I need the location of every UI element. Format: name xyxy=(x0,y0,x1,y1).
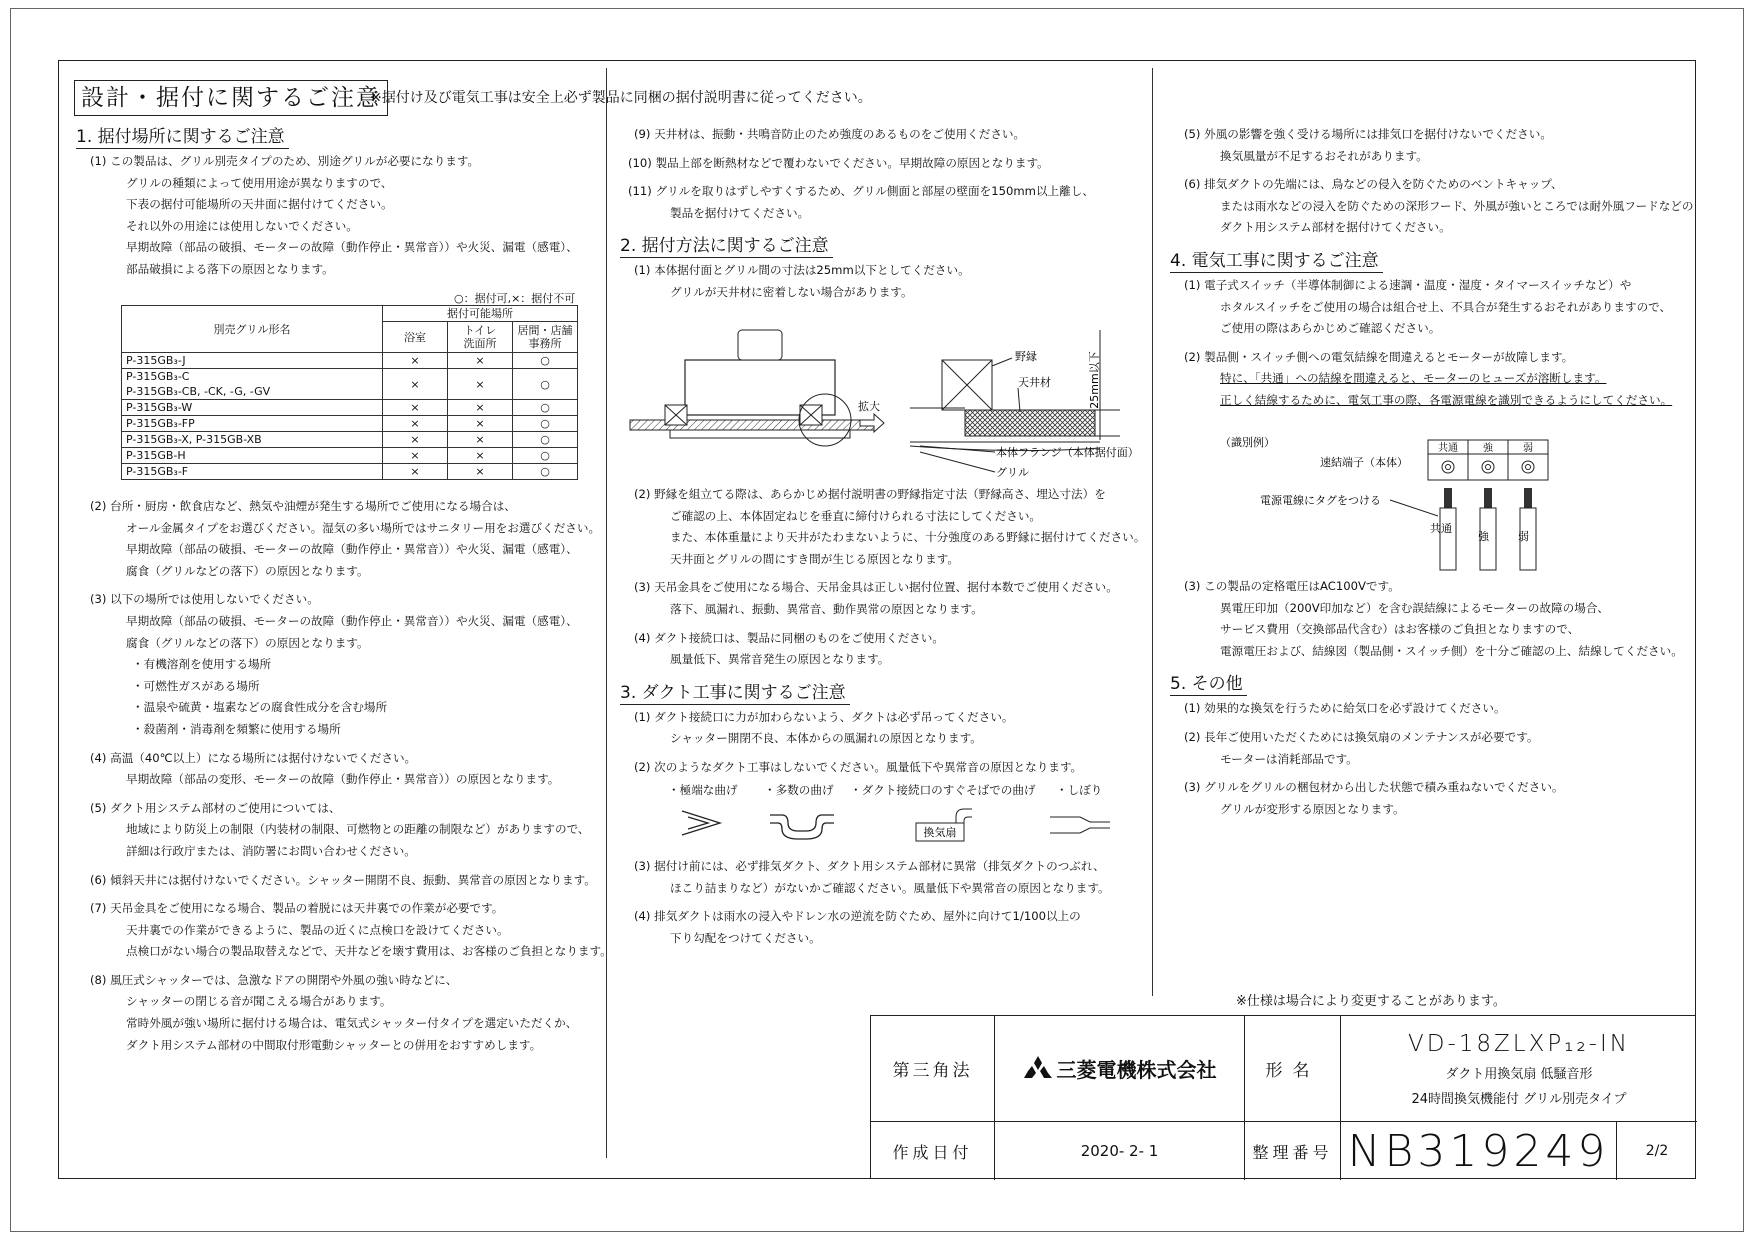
text-line: 正しく結線するために、電気工事の際、各電源電線を識別できるようにしてください。 xyxy=(1220,392,1673,407)
toilet-cell: × xyxy=(448,464,513,480)
label-noburi: 野縁 xyxy=(1015,350,1037,363)
grill-name-cell: P-315GB₃-C P-315GB₃-CB, -CK, -G, -GV xyxy=(122,369,383,400)
text-line: (10) 製品上部を断熱材などで覆わないでください。早期故障の原因となります。 xyxy=(628,155,1049,170)
sec1-p8 xyxy=(76,970,596,1056)
toilet-cell: × xyxy=(448,353,513,369)
table-row xyxy=(122,448,578,464)
text-line: 特に、「共通」への結線を間違えると、モーターのヒューズが溶断します。 xyxy=(1220,371,1607,386)
text-line: シャッター開閉不良、本体からの風漏れの原因となります。 xyxy=(670,731,982,746)
col-header-toilet: トイレ 洗面所 xyxy=(448,322,513,353)
text-line: (3) グリルをグリルの梱包材から出した状態で積み重ねないでください。 xyxy=(1184,780,1564,795)
model-number: VD-18ZLXP₁₂-IN xyxy=(1408,1030,1630,1057)
text-line: 早期故障（部品の変形、モーターの故障（動作停止・異常音））の原因となります。 xyxy=(126,772,560,787)
table-row xyxy=(122,369,578,400)
label-tag: 電源電線にタグをつける xyxy=(1260,494,1381,507)
text-line: ホタルスイッチをご使用の場合は組合せ上、不具合が発生するおそれがありますので、 xyxy=(1220,299,1672,314)
col-header-group: 据付可能場所 xyxy=(383,306,578,322)
section-1-heading: 1. 据付場所に関するご注意 xyxy=(76,126,289,149)
column-3-bottom xyxy=(1170,576,1690,827)
spec-note: ※仕様は場合により変更することがあります。 xyxy=(1236,994,1506,1009)
terminal-header-2: 強 xyxy=(1483,443,1493,454)
sec1-p6 xyxy=(76,870,596,892)
company-name: 三菱電機株式会社 xyxy=(1056,1058,1217,1082)
grill-table xyxy=(121,305,578,480)
mitsubishi-logo-icon xyxy=(1023,1056,1053,1082)
sec2-p3 xyxy=(620,577,1148,620)
sec1-p9 xyxy=(620,124,1148,146)
duct-label-1: ・極端な曲げ xyxy=(668,783,738,797)
text-line: また、本体重量により天井がたわまないように、十分強度のある野縁に据付けてください。 xyxy=(670,530,1146,545)
sec1-p5 xyxy=(76,798,596,863)
label-kakudai: 拡大 xyxy=(858,400,880,413)
living-cell: ○ xyxy=(513,369,578,400)
toilet-cell: × xyxy=(448,369,513,400)
column-3-top xyxy=(1170,124,1694,419)
duct-label-3: ・ダクト接続口のすぐそばでの曲げ xyxy=(850,783,1036,797)
text-line: 風量低下、異常音発生の原因となります。 xyxy=(670,652,890,667)
living-cell: ○ xyxy=(513,448,578,464)
text-line: 電源電圧および、結線図（製品側・スイッチ側）を十分ご確認の上、結線してください。 xyxy=(1220,643,1683,658)
sec3-p2 xyxy=(620,757,1148,779)
table-row xyxy=(122,416,578,432)
bullet-item: ・殺菌剤・消毒剤を頻繁に使用する場所 xyxy=(132,721,341,736)
sec5-p1 xyxy=(1170,698,1690,720)
text-line: 地域により防災上の制限（内装材の制限、可燃物との距離の制限など）がありますので、 xyxy=(126,822,590,837)
tag-label-2: 強 xyxy=(1478,530,1489,543)
sec1-p1 xyxy=(76,151,596,281)
text-line: グリルの種類によって使用用途が異なりますので、 xyxy=(126,175,393,190)
column-divider-2 xyxy=(1152,68,1153,996)
text-line: ダクト用システム部材を据付けてください。 xyxy=(1220,220,1451,235)
safety-note: ※据付け及び電気工事は安全上必ず製品に同梱の据付説明書に従ってください。 xyxy=(370,90,872,106)
table-row xyxy=(122,432,578,448)
text-line: グリルが天井材に密着しない場合があります。 xyxy=(670,284,913,299)
section-3-heading: 3. ダクト工事に関するご注意 xyxy=(620,682,850,705)
living-cell: ○ xyxy=(513,464,578,480)
section-2-heading: 2. 据付方法に関するご注意 xyxy=(620,235,833,258)
grill-install-diagram xyxy=(620,320,1150,480)
bath-cell: × xyxy=(383,400,448,416)
text-line: (6) 排気ダクトの先端には、鳥などの侵入を防ぐためのベントキャップ、 xyxy=(1184,177,1563,192)
title-block xyxy=(870,1015,1696,1179)
terminal-header-1: 共通 xyxy=(1438,443,1458,454)
sec1-p10 xyxy=(620,153,1148,175)
bath-cell: × xyxy=(383,432,448,448)
projection-cell: 第三角法 xyxy=(871,1016,995,1122)
col-header-name: 別売グリル形名 xyxy=(122,306,383,353)
text-line: 落下、風漏れ、振動、異常音、動作異常の原因となります。 xyxy=(670,601,983,616)
text-line: 下り勾配をつけてください。 xyxy=(670,930,821,945)
bullet-item: ・有機溶剤を使用する場所 xyxy=(132,657,272,672)
tag-label-1: 共通 xyxy=(1430,522,1452,535)
company-cell xyxy=(995,1016,1245,1122)
label-tenjo: 天井材 xyxy=(1018,376,1051,389)
sec4-p1 xyxy=(1170,275,1690,340)
text-line: 点検口がない場合の製品取替えなどで、天井などを壊す費用は、お客様のご負担となります。 xyxy=(126,944,612,959)
page-cell: 2/2 xyxy=(1645,1143,1669,1159)
label-flange: 本体フランジ（本体据付面） xyxy=(996,446,1139,459)
text-line: (3) この製品の定格電圧はAC100Vです。 xyxy=(1184,579,1400,593)
text-line: それ以外の用途には使用しないでください。 xyxy=(126,218,358,233)
text-line: (2) 次のようなダクト工事はしないでください。風量低下や異常音の原因となります。 xyxy=(634,759,1083,774)
living-cell: ○ xyxy=(513,416,578,432)
sec4-p2 xyxy=(1170,347,1690,412)
text-line: (11) グリルを取りはずしやすくするため、グリル側面と部屋の壁面を150mm以上離し、 xyxy=(628,184,1094,199)
terminal-header-3: 弱 xyxy=(1523,443,1533,454)
grill-name-cell: P-315GB₃-X, P-315GB-XB xyxy=(122,432,383,448)
grill-name-cell: P-315GB₃-F xyxy=(122,464,383,480)
living-cell: ○ xyxy=(513,400,578,416)
page-title: 設計・据付に関するご注意 xyxy=(74,80,388,116)
text-line: 詳細は行政庁または、消防署にお問い合わせください。 xyxy=(126,843,416,858)
date-cell: 2020- 2- 1 xyxy=(995,1122,1245,1180)
text-line: (5) 外風の影響を強く受ける場所には排気口を据付けないでください。 xyxy=(1184,127,1552,141)
text-line: 天井裏での作業ができるように、製品の近くに点検口を設けてください。 xyxy=(126,922,509,937)
toilet-cell: × xyxy=(448,448,513,464)
duct-figure xyxy=(680,805,1120,845)
section-5-heading: 5. その他 xyxy=(1170,673,1247,696)
model-cell xyxy=(1341,1016,1697,1122)
toilet-cell: × xyxy=(448,400,513,416)
table-legend: ○：据付可,×：据付不可 xyxy=(454,292,576,305)
fan-label: 換気扇 xyxy=(923,826,957,839)
text-line: (2) 長年ご使用いただくためには換気扇のメンテナンスが必要です。 xyxy=(1184,729,1539,744)
table-row xyxy=(122,400,578,416)
text-line: 部品破損による落下の原因となります。 xyxy=(126,261,334,276)
text-line: (4) ダクト接続口は、製品に同梱のものをご使用ください。 xyxy=(634,630,944,645)
text-line: 製品を据付けてください。 xyxy=(670,205,810,220)
text-line: (5) ダクト用システム部材のご使用については、 xyxy=(90,800,341,815)
table-row xyxy=(122,353,578,369)
grill-name-cell: P-315GB₃-J xyxy=(122,353,383,369)
text-line: (1) 電子式スイッチ（半導体制御による速調・温度・湿度・タイマースイッチなど）や xyxy=(1184,277,1632,292)
bath-cell: × xyxy=(383,448,448,464)
text-line: 腐食（グリルなどの落下）の原因となります。 xyxy=(126,635,369,650)
sec5-p3 xyxy=(1170,777,1690,820)
sec1-p11 xyxy=(620,181,1148,224)
text-line: (2) 製品側・スイッチ側への電気結線を間違えるとモーターが故障します。 xyxy=(1184,349,1574,364)
text-line: ご確認の上、本体固定ねじを垂直に締付けられる寸法にしてください。 xyxy=(670,508,1042,523)
model-label-cell: 形名 xyxy=(1245,1016,1341,1122)
bullet-item: ・可燃性ガスがある場所 xyxy=(132,678,260,693)
bath-cell: × xyxy=(383,353,448,369)
col-header-living: 居間・店舗 事務所 xyxy=(513,322,578,353)
column-2-mid xyxy=(620,484,1148,786)
grill-name-cell: P-315GB-H xyxy=(122,448,383,464)
model-desc-2: 24時間換気機能付 グリル別売タイプ xyxy=(1411,1091,1627,1107)
living-cell: ○ xyxy=(513,353,578,369)
text-line: ご使用の際はあらかじめご確認ください。 xyxy=(1220,321,1441,336)
text-line: 天井面とグリルの間にすき間が生じる原因となります。 xyxy=(670,551,959,566)
text-line: (2) 台所・厨房・飲食店など、熱気や油煙が発生する場所でご使用になる場合は、 xyxy=(90,499,516,513)
sec2-p2 xyxy=(620,484,1148,570)
duct-label-4: ・しぼり xyxy=(1056,783,1103,797)
text-line: グリルが変形する原因となります。 xyxy=(1220,801,1405,816)
text-line: (4) 排気ダクトは雨水の浸入やドレン水の逆流を防ぐため、屋外に向けて1/100以上の xyxy=(634,909,1081,924)
text-line: 早期故障（部品の破損、モーターの故障（動作停止・異常音））や火災、漏電（感電）、 xyxy=(126,542,578,557)
sec1-p3 xyxy=(76,589,596,740)
text-line: 異電圧印加（200V印加など）を含む誤結線によるモーターの故障の場合、 xyxy=(1220,600,1610,615)
sec2-p1 xyxy=(620,260,1148,303)
text-line: (7) 天吊金具をご使用になる場合、製品の着脱には天井裏での作業が必要です。 xyxy=(90,901,504,916)
sec3-p4 xyxy=(620,906,1148,949)
text-line: または雨水などの浸入を防ぐための深形フード、外風が強いところでは耐外風フードなどの xyxy=(1220,198,1694,213)
text-line: (9) 天井材は、振動・共鳴音防止のため強度のあるものをご使用ください。 xyxy=(634,127,1026,141)
number-cell: NB319249 xyxy=(1341,1122,1617,1180)
sec5-p2 xyxy=(1170,727,1690,770)
label-grill: グリル xyxy=(996,466,1029,479)
section-4-heading: 4. 電気工事に関するご注意 xyxy=(1170,250,1383,273)
date-label-cell: 作成日付 xyxy=(871,1122,995,1180)
col-header-bath: 浴室 xyxy=(383,322,448,353)
living-cell: ○ xyxy=(513,432,578,448)
text-line: ダクト用システム部材の中間取付形電動シャッターとの併用をおすすめします。 xyxy=(126,1037,542,1052)
bullet-item: ・温泉や硫黄・塩素などの腐食性成分を含む場所 xyxy=(132,700,388,715)
label-terminal: 速結端子（本体） xyxy=(1320,456,1408,469)
text-line: (3) 以下の場所では使用しないでください。 xyxy=(90,592,319,607)
sec4-p3 xyxy=(1170,576,1690,662)
toilet-cell: × xyxy=(448,432,513,448)
label-example: （識別例） xyxy=(1220,436,1275,449)
text-line: 下表の据付可能場所の天井面に据付けてください。 xyxy=(126,197,393,212)
text-line: (4) 高温（40℃以上）になる場所には据付けないでください。 xyxy=(90,750,417,765)
duct-label-2: ・多数の曲げ xyxy=(764,783,834,797)
text-line: 腐食（グリルなどの落下）の原因となります。 xyxy=(126,563,369,578)
column-2-top xyxy=(620,124,1148,311)
text-line: サービス費用（交換部品代含む）はお客様のご負担となりますので、 xyxy=(1220,622,1580,637)
text-line: (3) 据付け前には、必ず排気ダクト、ダクト用システム部材に異常（排気ダクトのつぶれ、 xyxy=(634,859,1105,873)
sec1-p4 xyxy=(76,748,596,791)
number-label-cell: 整理番号 xyxy=(1245,1122,1341,1180)
sec3-p3 xyxy=(620,856,1148,899)
toilet-cell: × xyxy=(448,416,513,432)
tag-label-3: 弱 xyxy=(1518,530,1529,543)
column-2-bottom xyxy=(620,856,1148,956)
text-line: (8) 風圧式シャッターでは、急激なドアの開閉や外風の強い時などに、 xyxy=(90,972,458,987)
column-divider-1 xyxy=(606,68,607,1158)
text-line: (1) 本体据付面とグリル間の寸法は25mm以下としてください。 xyxy=(634,263,970,278)
table-row xyxy=(122,464,578,480)
text-line: シャッターの閉じる音が聞こえる場合があります。 xyxy=(126,994,392,1009)
text-line: (2) 野縁を組立てる際は、あらかじめ据付説明書の野縁指定寸法（野縁高さ、埋込寸法）を xyxy=(634,487,1106,501)
text-line: オール金属タイプをお選びください。湿気の多い場所ではサニタリー用をお選びください。 xyxy=(126,520,601,535)
terminal-diagram xyxy=(1200,432,1560,572)
sec2-p4 xyxy=(620,628,1148,671)
grill-name-cell: P-315GB₃-W xyxy=(122,400,383,416)
bath-cell: × xyxy=(383,464,448,480)
bath-cell: × xyxy=(383,416,448,432)
text-line: 常時外風が強い場所に据付ける場合は、電気式シャッター付タイプを選定いただくか、 xyxy=(126,1016,578,1031)
text-line: (6) 傾斜天井には据付けないでください。シャッター開閉不良、振動、異常音の原因となります。 xyxy=(90,872,596,887)
text-line: (1) 効果的な換気を行うために給気口を必ず設けてください。 xyxy=(1184,701,1506,716)
text-line: (3) 天吊金具をご使用になる場合、天吊金具は正しい据付位置、据付本数でご使用ください。 xyxy=(634,580,1118,595)
text-line: (1) ダクト接続口に力が加わらないよう、ダクトは必ず吊ってください。 xyxy=(634,709,1014,724)
text-line: (1) この製品は、グリル別売タイプのため、別途グリルが必要になります。 xyxy=(90,154,480,168)
label-dim: 25mm以下 xyxy=(1088,351,1101,409)
sec3-p5 xyxy=(1170,124,1690,167)
text-line: ほこり詰まりなど）がないかご確認ください。風量低下や異常音の原因となります。 xyxy=(670,880,1110,895)
sec1-p7 xyxy=(76,898,612,963)
model-desc-1: ダクト用換気扇 低騒音形 xyxy=(1445,1066,1593,1082)
text-line: 早期故障（部品の破損、モーターの故障（動作停止・異常音））や火災、漏電（感電）、 xyxy=(126,240,578,255)
sec1-p2 xyxy=(76,496,601,582)
sec3-p1 xyxy=(620,707,1148,750)
sec3-p6 xyxy=(1170,174,1694,239)
grill-name-cell: P-315GB₃-FP xyxy=(122,416,383,432)
column-1-lower xyxy=(76,496,612,1063)
text-line: 換気風量が不足するおそれがあります。 xyxy=(1220,148,1428,163)
text-line: 早期故障（部品の破損、モーターの故障（動作停止・異常音））や火災、漏電（感電）、 xyxy=(126,613,578,628)
text-line: モーターは消耗部品です。 xyxy=(1220,751,1358,766)
bath-cell: × xyxy=(383,369,448,400)
